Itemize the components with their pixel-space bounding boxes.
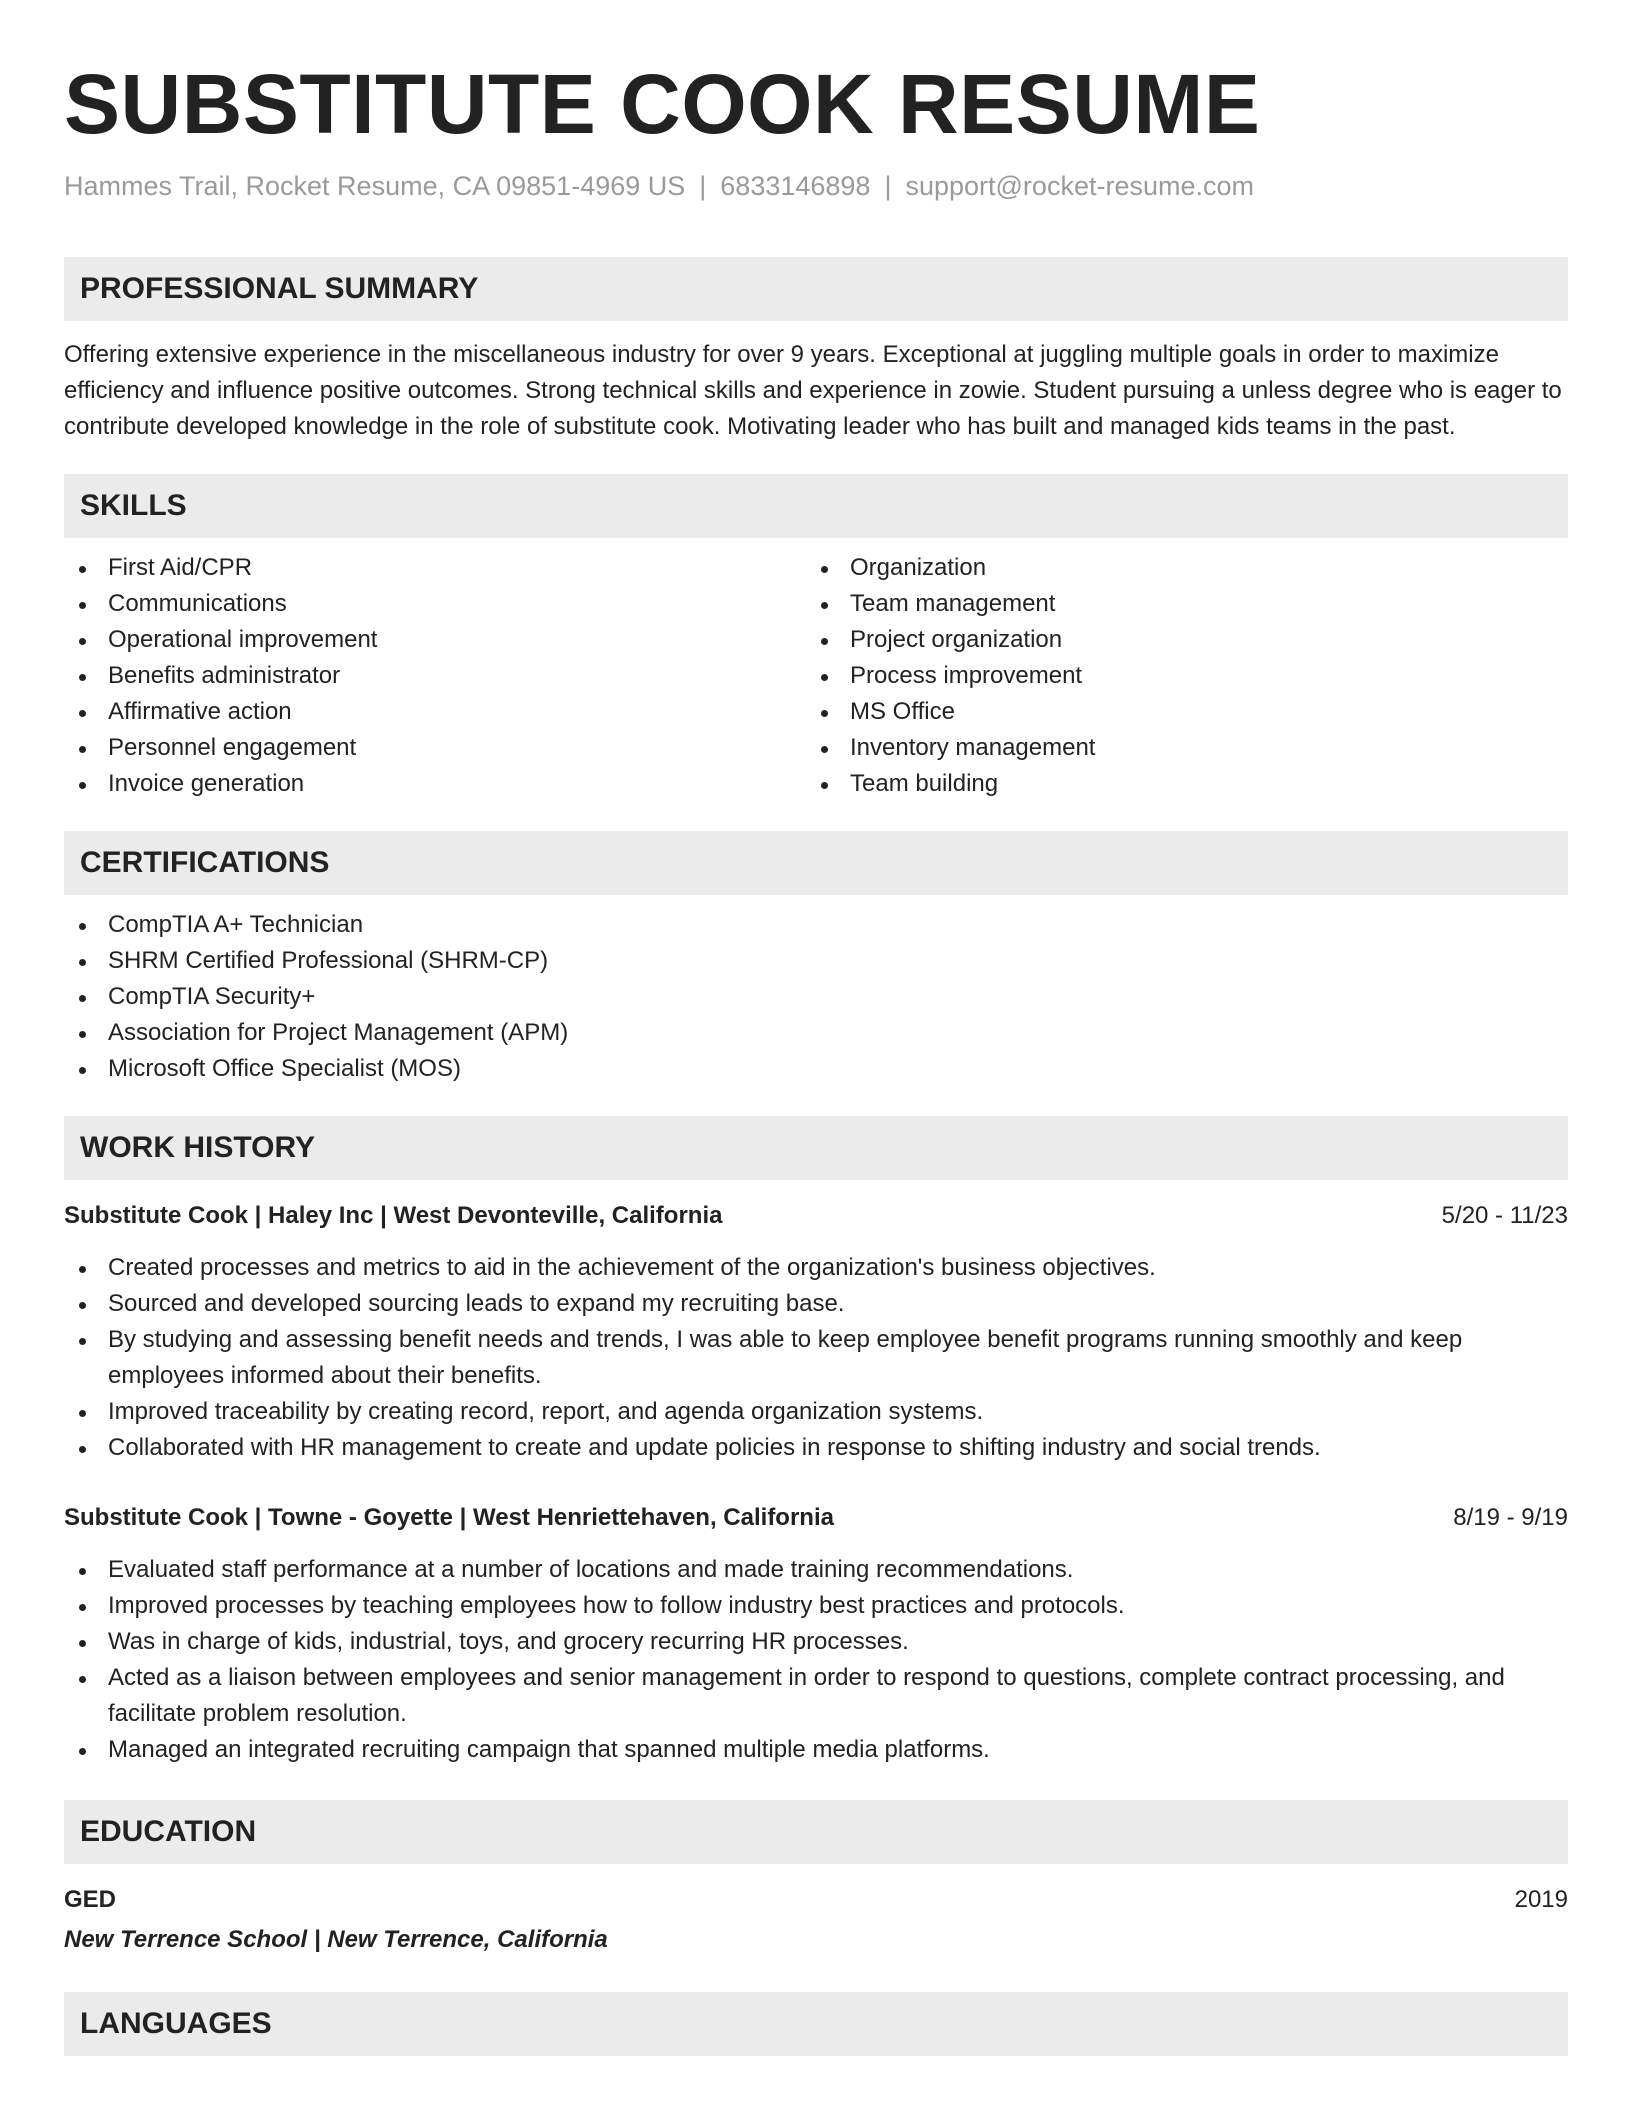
job-bullet: Sourced and developed sourcing leads to expand my recruiting base.: [64, 1286, 1568, 1322]
job-bullet: By studying and assessing benefit needs and trends, I was able to keep employee benefit programs running smoothly and keep employees informed about their benefits.: [64, 1322, 1568, 1394]
resume-page: [64, 0, 1568, 2056]
skill-item: MS Office: [806, 694, 1548, 730]
section-header-languages: LANGUAGES: [64, 1992, 1568, 2056]
contact-separator: |: [884, 171, 892, 201]
education-school: New Terrence School | New Terrence, California: [64, 1926, 608, 1953]
skills-column-left: [64, 550, 806, 802]
job-dates: 8/19 - 9/19: [1453, 1504, 1568, 1531]
skills-column-right: [806, 550, 1548, 802]
contact-email: support@rocket-resume.com: [905, 171, 1254, 201]
skill-item: Project organization: [806, 622, 1548, 658]
job-bullets: [64, 1552, 1568, 1768]
certification-item: CompTIA A+ Technician: [64, 907, 1568, 943]
contact-line: [64, 168, 1568, 204]
skill-item: Benefits administrator: [64, 658, 806, 694]
job-bullet: Created processes and metrics to aid in the achievement of the organization's business objectives.: [64, 1250, 1568, 1286]
job-bullet: Was in charge of kids, industrial, toys, and grocery recurring HR processes.: [64, 1624, 1568, 1660]
certification-item: CompTIA Security+: [64, 979, 1568, 1015]
job-bullet: Evaluated staff performance at a number of locations and made training recommendations.: [64, 1552, 1568, 1588]
skills-grid: [64, 550, 1568, 802]
certification-item: Association for Project Management (APM): [64, 1015, 1568, 1051]
job-title: Substitute Cook | Towne - Goyette | West Henriettehaven, California: [64, 1504, 834, 1531]
certification-item: Microsoft Office Specialist (MOS): [64, 1051, 1568, 1087]
skill-item: Affirmative action: [64, 694, 806, 730]
section-header-certifications: CERTIFICATIONS: [64, 831, 1568, 895]
section-header-skills: SKILLS: [64, 474, 1568, 538]
contact-separator: |: [699, 171, 707, 201]
skill-item: Team building: [806, 766, 1548, 802]
education-degree: GED: [64, 1886, 117, 1913]
job-dates: 5/20 - 11/23: [1441, 1202, 1568, 1229]
job-bullet: Collaborated with HR management to create and update policies in response to shifting industry and social trends.: [64, 1430, 1568, 1466]
skill-item: First Aid/CPR: [64, 550, 806, 586]
education-year: 2019: [1514, 1886, 1568, 1913]
job-bullet: Acted as a liaison between employees and senior management in order to respond to questions, complete contract processing, and facilitate problem resolution.: [64, 1660, 1568, 1732]
summary-text: Offering extensive experience in the miscellaneous industry for over 9 years. Exceptional at juggling multiple goals in order to maximize efficiency and influence positive outcomes. Strong technical skills and experience in zowie. Student pursuing a unless degree who is eager to contribute developed knowledge in the role of substitute cook. Motivating leader who has built and managed kids teams in the past.: [64, 341, 1562, 440]
section-header-summary: PROFESSIONAL SUMMARY: [64, 257, 1568, 321]
job-header: [64, 1500, 1568, 1536]
resume-title: SUBSTITUTE COOK RESUME: [64, 57, 1261, 151]
skill-item: Inventory management: [806, 730, 1548, 766]
job-bullet: Improved traceability by creating record, report, and agenda organization systems.: [64, 1394, 1568, 1430]
job-bullets: [64, 1250, 1568, 1466]
contact-phone: 6833146898: [720, 171, 871, 201]
section-header-education: EDUCATION: [64, 1800, 1568, 1864]
job-bullet: Improved processes by teaching employees how to follow industry best practices and protocols.: [64, 1588, 1568, 1624]
skill-item: Invoice generation: [64, 766, 806, 802]
skill-item: Organization: [806, 550, 1548, 586]
skill-item: Communications: [64, 586, 806, 622]
job-title: Substitute Cook | Haley Inc | West Devonteville, California: [64, 1202, 723, 1229]
skill-item: Personnel engagement: [64, 730, 806, 766]
contact-address: Hammes Trail, Rocket Resume, CA 09851-4969 US: [64, 171, 686, 201]
certifications-list: [64, 907, 1568, 1087]
skill-item: Operational improvement: [64, 622, 806, 658]
education-header: [64, 1882, 1568, 1918]
skill-item: Team management: [806, 586, 1548, 622]
certification-item: SHRM Certified Professional (SHRM-CP): [64, 943, 1568, 979]
job-bullet: Managed an integrated recruiting campaign that spanned multiple media platforms.: [64, 1732, 1568, 1768]
job-header: [64, 1198, 1568, 1234]
skill-item: Process improvement: [806, 658, 1548, 694]
section-header-work-history: WORK HISTORY: [64, 1116, 1568, 1180]
